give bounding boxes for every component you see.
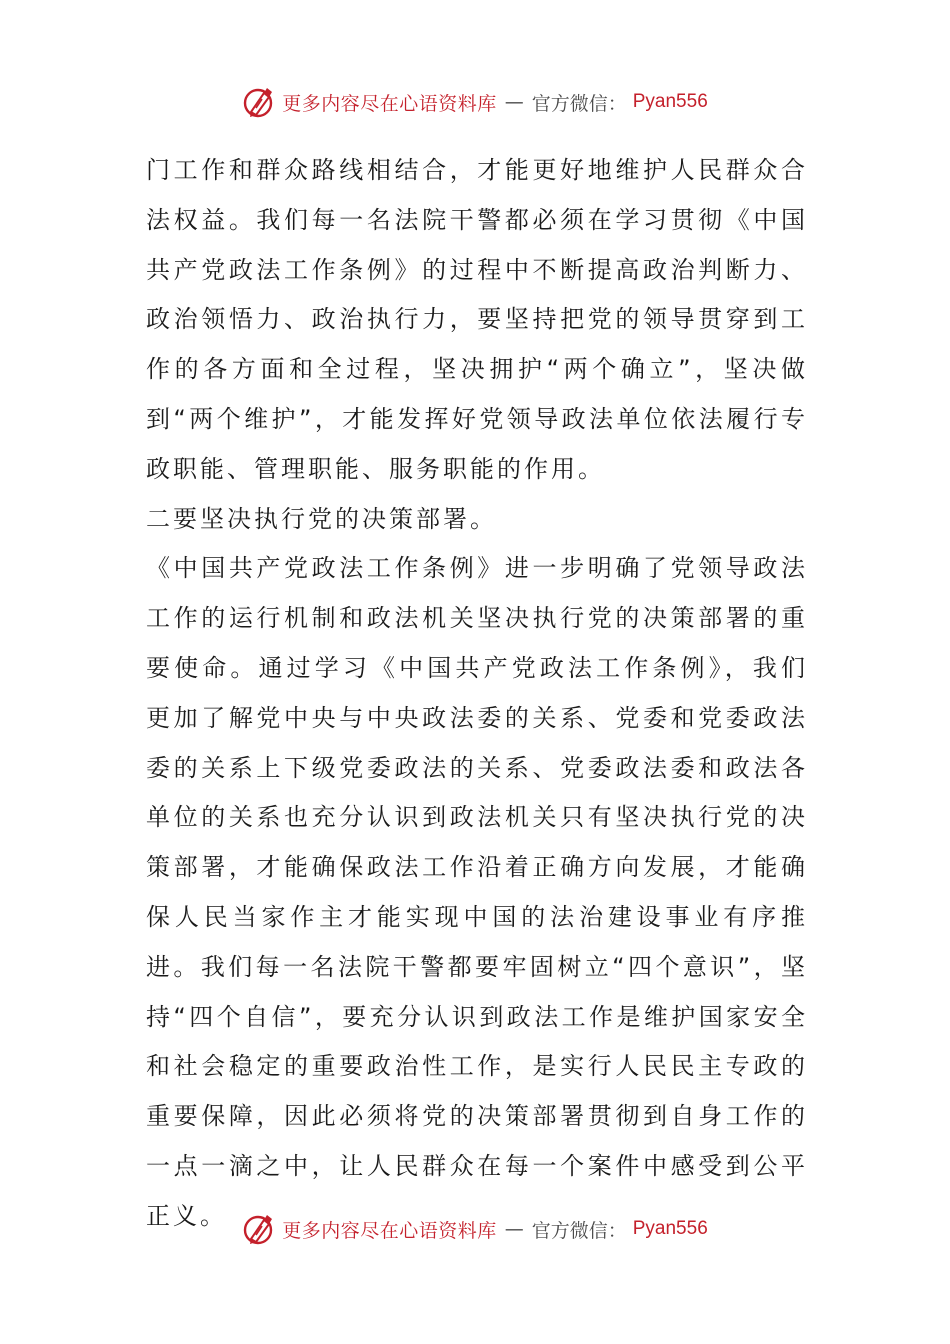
section-heading-2: 二要坚决执行党的决策部署。 (146, 504, 497, 533)
body-paragraph-2: 《中国共产党政法工作条例》进一步明确了党领导政法工作的运行机制和政法机关坚决执行党的决策部署的重要使命。通过学习《中国共产党政法工作条例》，我们更加了解党中央与中央政法委的关系、党委和党委政法委的关系上下级党委政法的关系、党委政法委和政法各单位的关系也充分认识到政法机关只有坚决执行党的决策部署，才能确保政法工作沿着正确方向发展，才能确保人民当家作主才能实现中国的法治建设事业有序推进。我们每一名法院干警都要牢固树立“四个意识”，坚持“四个自信”，要充分认识到政法工作是维护国家安全和社会稳定的重要政治性工作，是实行人民民主专政的重要保障，因此必须将党的决策部署贯彻到自身工作的一点一滴之中，让人民群众在每一个案件中感受到公平正义。 (146, 554, 808, 1230)
promo-text: 更多内容尽在心语资料库 (282, 92, 497, 115)
wechat-handle: Pyan556 (632, 1218, 708, 1239)
pen-nib-logo-icon (242, 1212, 276, 1246)
footer-watermark-banner (0, 1209, 950, 1249)
pen-nib-logo-icon (242, 85, 276, 119)
header-watermark-banner (0, 82, 950, 122)
separator-dash: — (504, 1218, 524, 1240)
separator-dash: — (504, 91, 524, 113)
wechat-handle: Pyan556 (632, 91, 708, 112)
wechat-label: 官方微信： (531, 1219, 627, 1242)
body-paragraph-1: 门工作和群众路线相结合，才能更好地维护人民群众合法权益。我们每一名法院干警都必须在学习贯彻《中国共产党政法工作条例》的过程中不断提高政治判断力、政治领悟力、政治执行力，要坚持把党的领导贯穿到工作的各方面和全过程，坚决拥护“两个确立”，坚决做到“两个维护”，才能发挥好党领导政法单位依法履行专政职能、管理职能、服务职能的作用。 (146, 156, 808, 483)
document-body (146, 146, 808, 1242)
wechat-label: 官方微信： (531, 92, 627, 115)
promo-text: 更多内容尽在心语资料库 (282, 1219, 497, 1242)
